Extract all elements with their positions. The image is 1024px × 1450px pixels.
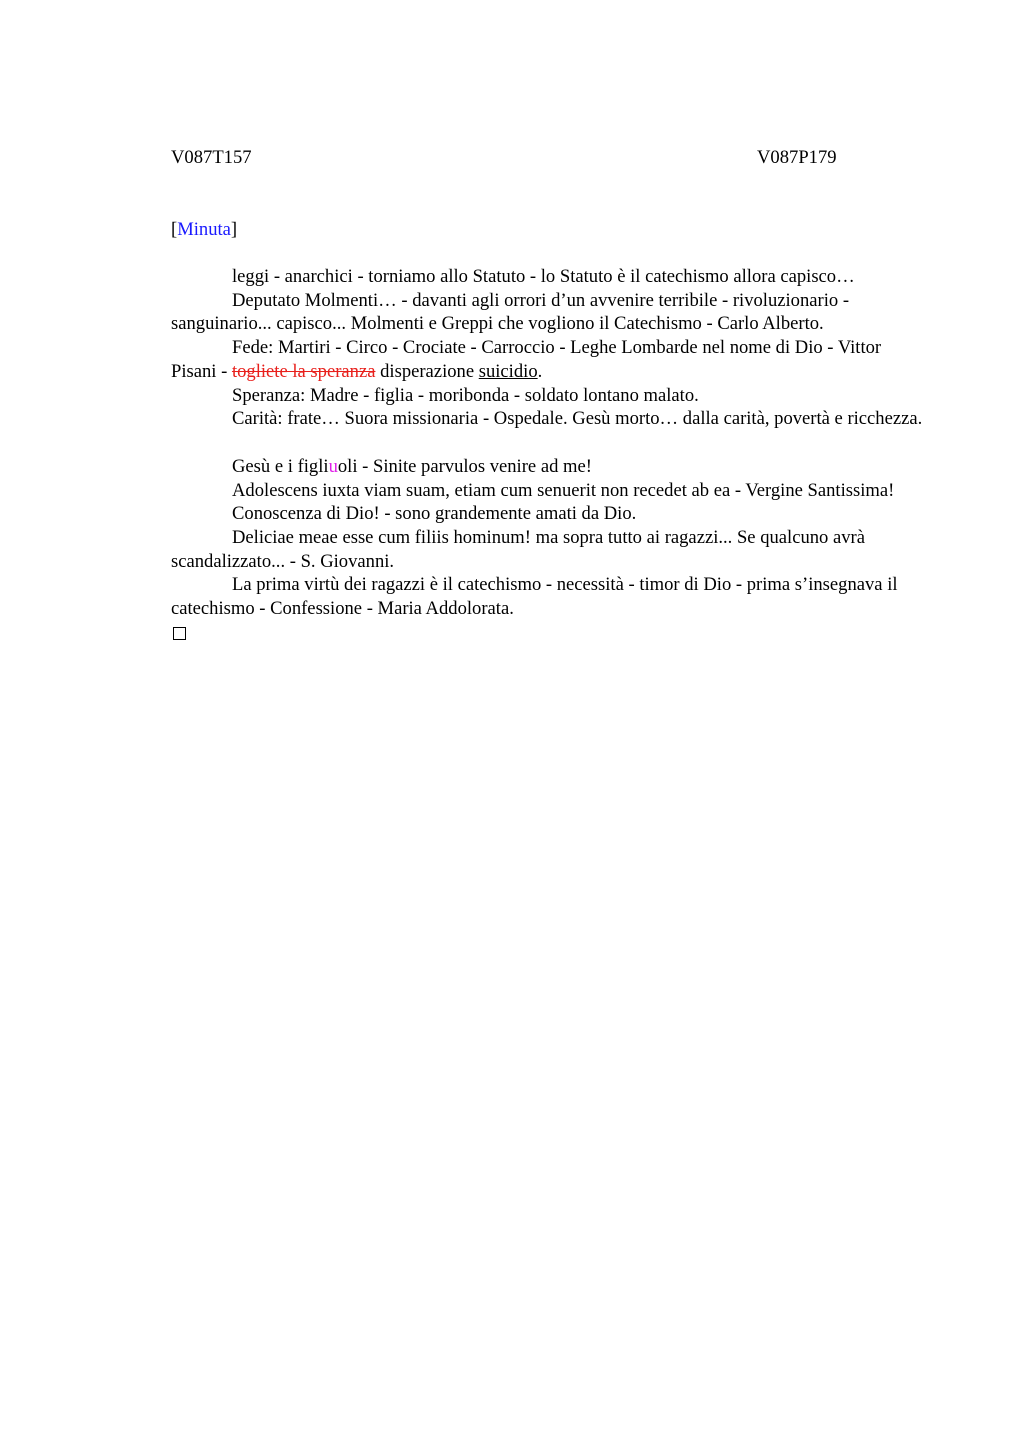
paragraph-deliciae: Deliciae meae esse cum filiis hominum! ma sopra tutto ai ragazzi... Se qualcuno avrà scandalizzato... - S. Giovanni.: [171, 527, 865, 572]
paragraph-molmenti: Deputato Molmenti… - davanti agli orrori d’un avvenire terribile - rivoluzionario - sanguinario... capisco... Molmenti e Greppi che vogliono il Catechismo - Carlo Alberto.: [171, 289, 850, 335]
paragraph-conoscenza: Conoscenza di Dio! - sono grandemente amati da Dio.: [232, 503, 637, 525]
minuta-label: [171, 218, 931, 242]
paragraph-speranza: Speranza: Madre - figlia - moribonda - soldato lontano malato.: [232, 384, 699, 406]
paragraph-adolescens: Adolescens iuxta viam suam, etiam cum senuerit non recedet ab ea - Vergine Santissima!: [232, 479, 895, 501]
document-page: [171, 146, 931, 647]
fede-text: Fede: Martiri - Circo - Crociate - Carroccio - Leghe Lombarde nel nome di Dio - Vittor Pisani -: [171, 337, 882, 382]
minuta-link[interactable]: Minuta: [177, 219, 231, 240]
document-code-right: V087P179: [757, 147, 837, 168]
end-marker: [171, 621, 931, 647]
deleted-text: togliete la speranza: [231, 360, 376, 382]
paragraph-carita: Carità: frate… Suora missionaria - Ospedale. Gesù morto… dalla carità, povertà e ricchezza.: [232, 408, 923, 430]
minuta-close-bracket: ]: [230, 219, 238, 240]
paragraph-figliuoli: [171, 455, 931, 479]
figliuoli-text-start: Gesù e i figli: [232, 455, 329, 477]
paragraph-spacer: [171, 431, 931, 455]
document-code-left: V087T157: [171, 147, 252, 168]
figliuoli-text-end: oli - Sinite parvulos venire ad me!: [337, 455, 592, 477]
square-icon: [173, 627, 186, 640]
header-row: [171, 146, 931, 170]
fede-end-text: .: [537, 360, 543, 382]
inserted-letter: u: [328, 455, 338, 477]
document-body: [171, 265, 931, 647]
paragraph-fede: [171, 336, 931, 383]
paragraph-prima-virtu: La prima virtù dei ragazzi è il catechismo - necessità - timor di Dio - prima s’insegnava il catechismo - Confessione - Maria Addolorata.: [171, 574, 898, 620]
paragraph-statuto: leggi - anarchici - torniamo allo Statuto - lo Statuto è il catechismo allora capisco…: [232, 266, 855, 287]
minuta-open-bracket: [: [171, 219, 178, 240]
underlined-text: suicidio: [478, 360, 538, 382]
fede-middle-text: disperazione: [375, 360, 479, 382]
